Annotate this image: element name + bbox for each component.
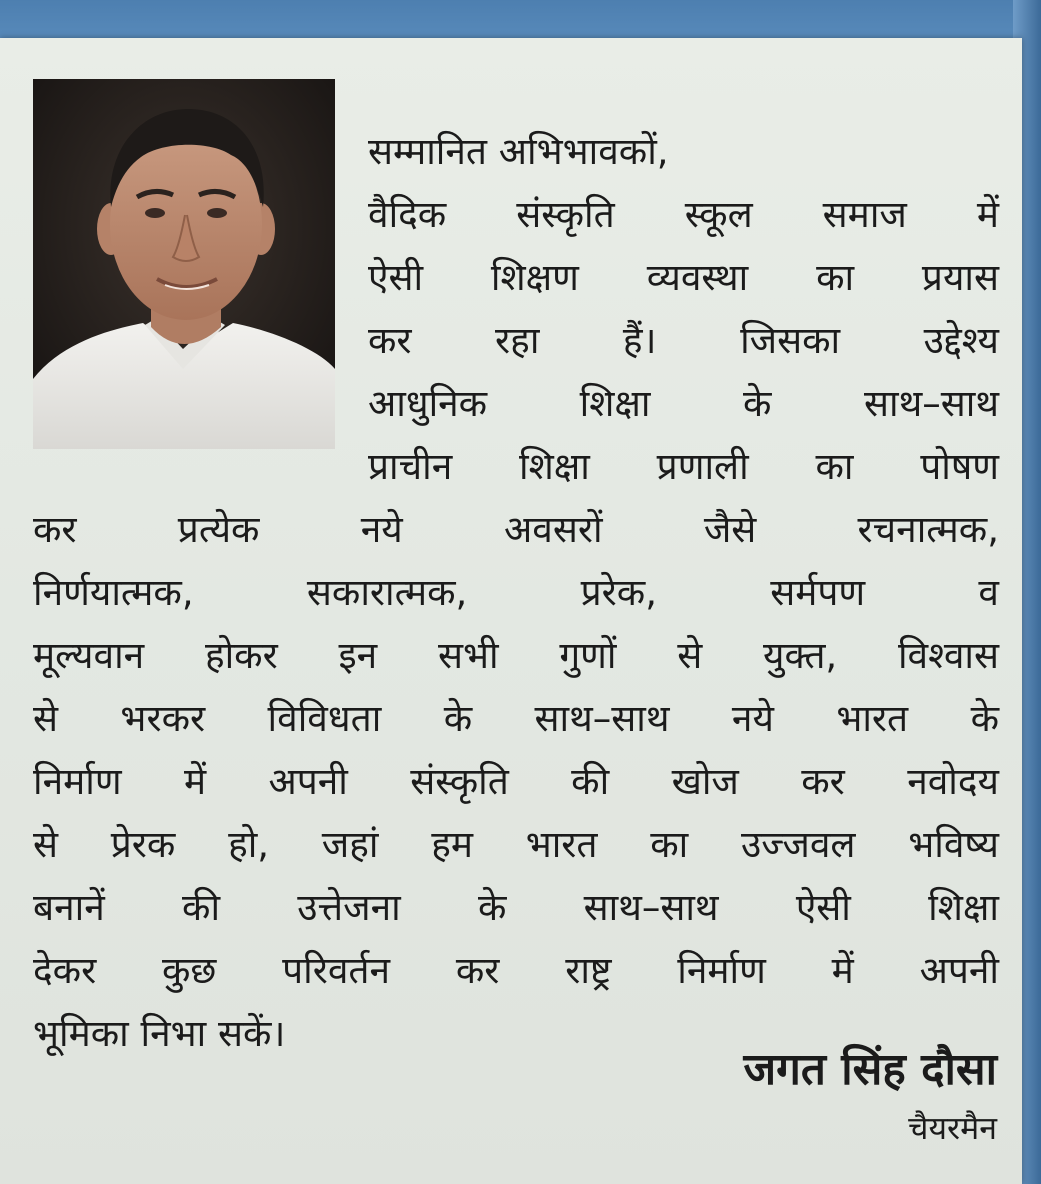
letter-body [33, 120, 999, 1065]
letter-line: वैदिक संस्कृति स्कूल समाज में [368, 193, 999, 236]
letter-line: बनानें की उत्तेजना के साथ–साथ ऐसी शिक्षा [33, 886, 999, 929]
letter-line: से भरकर विविधता के साथ–साथ नये भारत के [33, 697, 999, 740]
letter-salutation: सम्मानित अभिभावकों, [368, 130, 669, 173]
signature-title: चैयरमैन [908, 1109, 997, 1147]
letter-line: ऐसी शिक्षण व्यवस्था का प्रयास [368, 256, 999, 299]
letter-line: कर प्रत्येक नये अवसरों जैसे रचनात्मक, [33, 508, 999, 551]
letter-line: से प्रेरक हो, जहां हम भारत का उज्जवल भविष्य [33, 823, 999, 866]
signature-name: जगत सिंह दौसा [743, 1044, 997, 1095]
letter-line: निर्णयात्मक, सकारात्मक, प्ररेक, सर्मपण व [33, 571, 999, 614]
letter-line: निर्माण में अपनी संस्कृति की खोज कर नवोदय [33, 760, 999, 803]
letter-line: देकर कुछ परिवर्तन कर राष्ट्र निर्माण में अपनी [33, 949, 999, 992]
letter-line-last: भूमिका निभा सकें। [33, 1012, 286, 1055]
letter-line: प्राचीन शिक्षा प्रणाली का पोषण [368, 445, 999, 488]
letter-line: मूल्यवान होकर इन सभी गुणों से युक्त, विश्वास [33, 634, 999, 677]
letter-line: आधुनिक शिक्षा के साथ–साथ [368, 382, 999, 425]
signature-block [743, 1040, 997, 1156]
letter-line: कर रहा हैं। जिसका उद्देश्य [368, 319, 999, 362]
